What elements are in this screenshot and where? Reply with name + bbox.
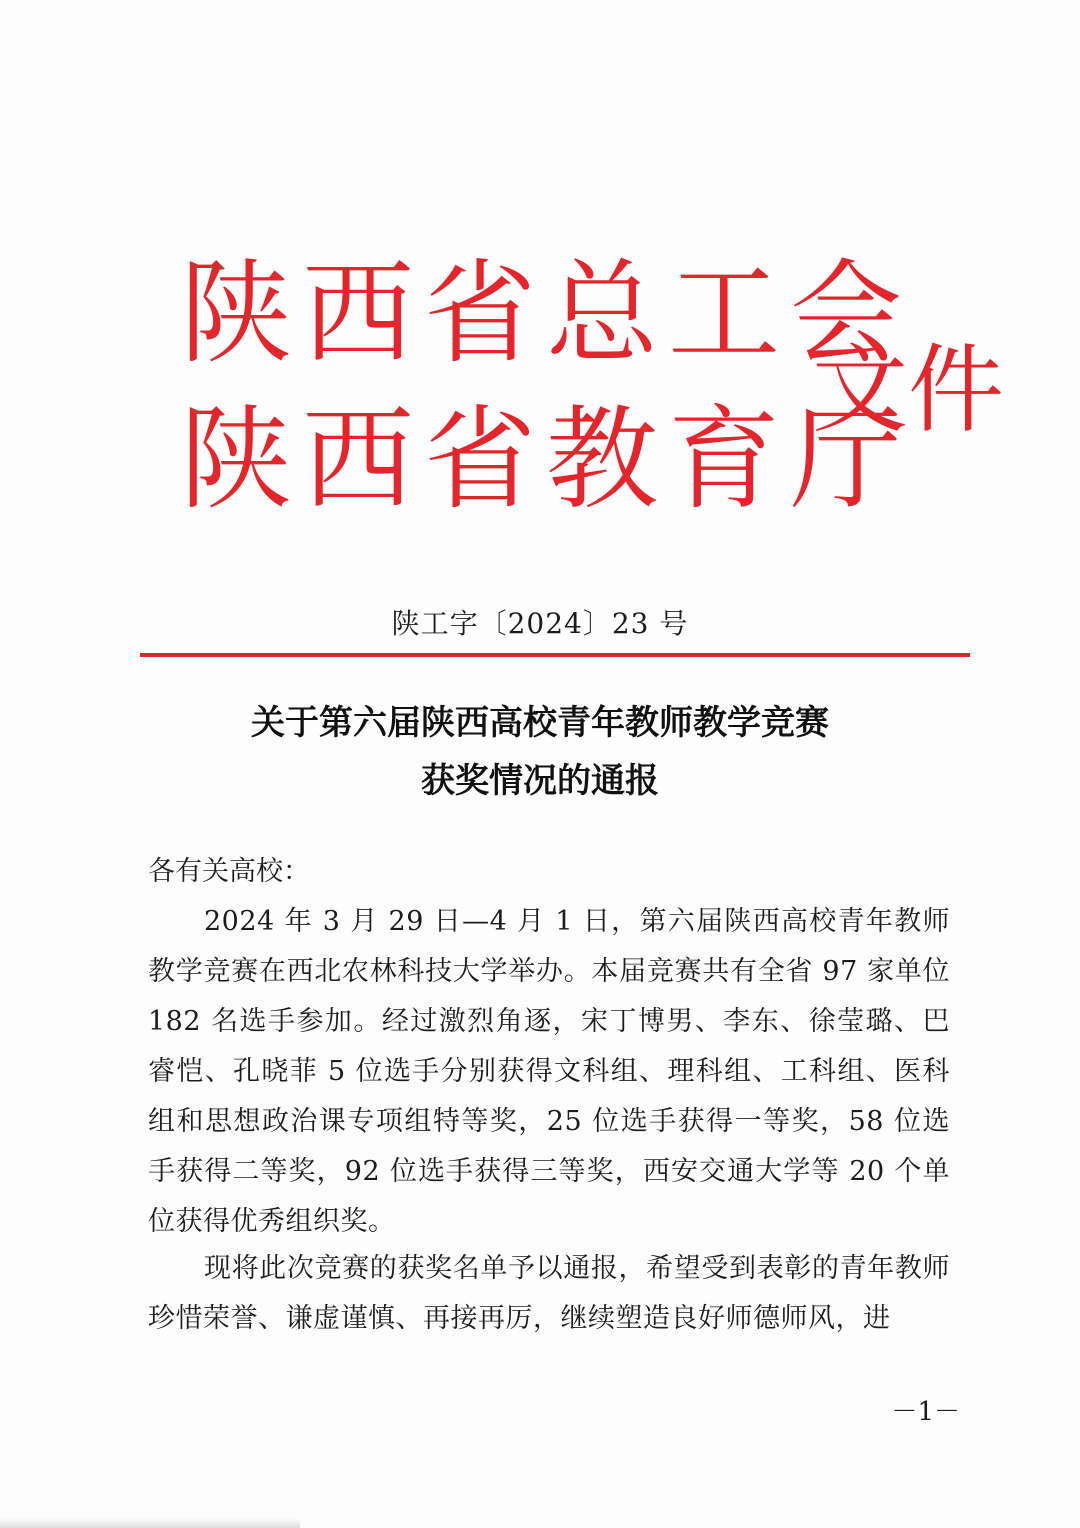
body-paragraph-2: 现将此次竞赛的获奖名单予以通报，希望受到表彰的青年教师珍惜荣誉、谦虚谨慎、再接再厉，继续塑造良好师德师风，进 (148, 1253, 950, 1334)
issuer-federation-of-trade-unions: 陕西省总工会 (180, 249, 912, 379)
document-type-label: 文件 (812, 334, 1004, 446)
red-divider-line (140, 653, 970, 657)
document-number: 陕工字〔2024〕23 号 (391, 607, 689, 640)
title-line-2: 获奖情况的通报 (421, 761, 659, 801)
page-number: －1－ (891, 1397, 960, 1427)
document-title (0, 694, 1080, 810)
body-paragraph-1: 2024 年 3 月 29 日—4 月 1 日，第六届陕西高校青年教师教学竞赛在西北农林科技大学举办。本届竞赛共有全省 97 家单位 182 名选手参加。经过激烈角逐，宋丁博男、李东、徐莹璐、巴睿恺、孔晓菲 5 位选手分别获得文科组、理科组、工科组、医科组和思想政治课专项组特等奖，25 位选手获得一等奖，58 位选手获得二等奖，92 位选手获得三等奖，西安交通大学等 20 个单位获得优秀组织奖。 (148, 906, 950, 1237)
title-line-1: 关于第六届陕西高校青年教师教学竞赛 (251, 703, 829, 743)
red-masthead (180, 249, 1004, 528)
issuer-education-department: 陕西省教育厅 (180, 395, 912, 525)
scan-edge-shadow (0, 1518, 300, 1528)
salutation: 各有关高校： (148, 856, 310, 887)
